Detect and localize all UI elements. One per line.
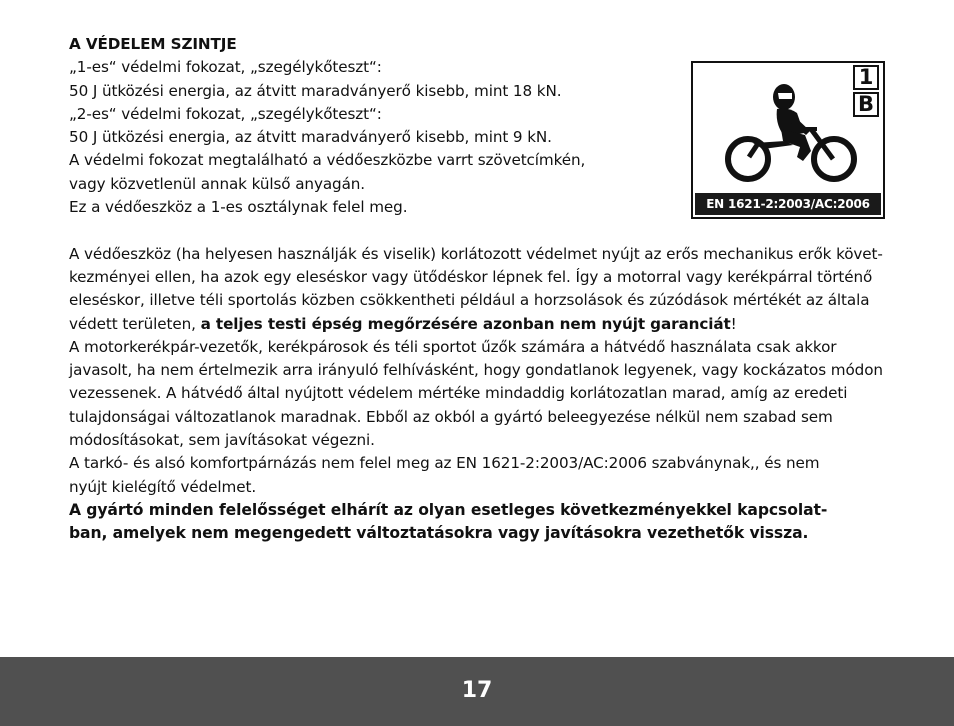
standard-label: EN 1621-2:2003/AC:2006 [695, 193, 881, 215]
paragraph-line: módosításokat, sem javításokat végezni. [69, 431, 375, 450]
page-footer [0, 657, 954, 726]
text-fragment: ! [730, 314, 737, 333]
protection-level-number: 1 [853, 65, 879, 90]
certification-label [691, 61, 885, 219]
section-heading: A VÉDELEM SZINTJE [69, 35, 237, 53]
page-number: 17 [461, 678, 493, 703]
paragraph-line: kezményei ellen, ha azok egy eleséskor vagy ütődéskor lépnek fel. Így a motorral vagy kerékpárral történő [69, 267, 873, 286]
paragraph-line: eleséskor, illetve téli sportolás közben csökkentheti például a horzsolások és zúzódások mértékét az általa [69, 291, 870, 310]
paragraph-line: A védőeszköz (ha helyesen használják és viselik) korlátozott védelmet nyújt az erős mechanikus erők követ- [69, 244, 883, 263]
intro-line: „1-es“ védelmi fokozat, „szegélykőteszt“: [69, 58, 382, 77]
paragraph-line: A motorkerékpár-vezetők, kerékpárosok és téli sportot űzők számára a hátvédő használata csak akkor [69, 337, 837, 356]
paragraph-line: A tarkó- és alsó komfortpárnázás nem felel meg az EN 1621-2:2003/AC:2006 szabványnak,, és nem [69, 454, 820, 473]
disclaimer-line: ban, amelyek nem megengedett változtatásokra vagy javításokra vezethetők vissza. [69, 524, 809, 543]
paragraph-line: tulajdonságai változatlanok maradnak. Ebből az okból a gyártó beleegyezése nélkül nem szabad sem [69, 407, 833, 426]
intro-line: A védelmi fokozat megtalálható a védőeszközbe varrt szövetcímkén, [69, 151, 586, 170]
intro-line: Ez a védőeszköz a 1-es osztálynak felel meg. [69, 198, 408, 217]
warning-emphasis: a teljes testi épség megőrzésére azonban nem nyújt garanciát [200, 314, 731, 333]
paragraph-line [69, 313, 891, 336]
protection-level-type: B [853, 92, 879, 117]
intro-line: vagy közvetlenül annak külső anyagán. [69, 174, 366, 193]
intro-line: „2-es“ védelmi fokozat, „szegélykőteszt“: [69, 104, 382, 123]
disclaimer-line: A gyártó minden felelősséget elhárít az olyan esetleges következményekkel kapcsolat- [69, 500, 828, 519]
intro-line: 50 J ütközési energia, az átvitt maradványerő kisebb, mint 9 kN. [69, 128, 552, 147]
text-fragment: védett területen, [69, 314, 201, 333]
paragraph-line: nyújt kielégítő védelmet. [69, 477, 257, 496]
paragraph-line: javasolt, ha nem értelmezik arra irányuló felhívásként, hogy gondatlanok legyenek, vagy kockázatos módon [69, 361, 883, 380]
paragraph-spacer [69, 219, 891, 242]
intro-line: 50 J ütközési energia, az átvitt maradványerő kisebb, mint 18 kN. [69, 81, 562, 100]
paragraph-line: vezessenek. A hátvédő által nyújtott védelem mértéke mindaddig korlátozatlan marad, amíg az eredeti [69, 384, 848, 403]
